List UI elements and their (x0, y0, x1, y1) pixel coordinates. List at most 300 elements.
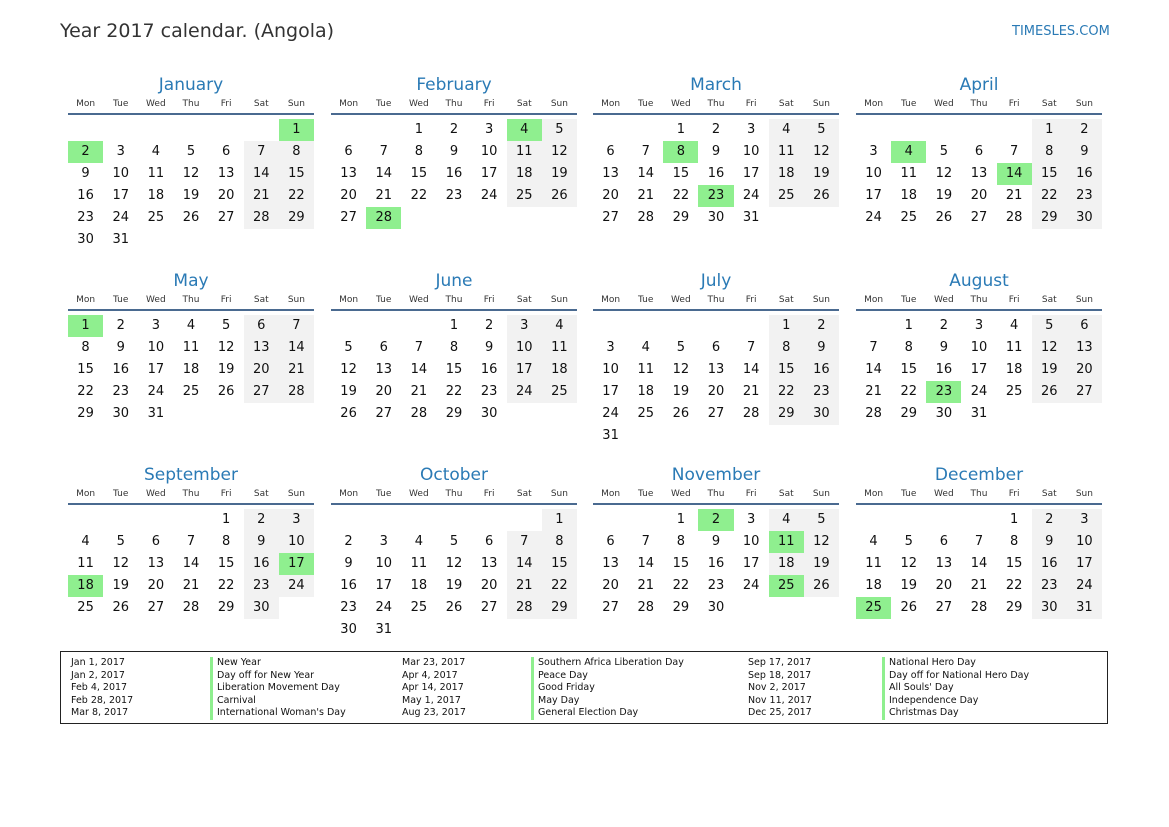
day-cell: 24 (507, 381, 542, 403)
day-cell: 3 (151, 318, 160, 333)
day-cell: 6 (344, 144, 353, 159)
day-cell: 15 (445, 362, 463, 377)
day-cell: 20 (602, 578, 619, 593)
day-cell: 6 (151, 534, 160, 549)
day-cell: 9 (449, 144, 459, 159)
day-cell: 30 (77, 232, 94, 247)
day-cell: 20 (147, 578, 165, 593)
empty-cell (436, 509, 471, 531)
day-cell: 8 (769, 337, 804, 359)
day-cell: 5 (116, 534, 125, 549)
weekday-label: Sat (253, 295, 269, 305)
day-cell: 31 (147, 406, 165, 421)
day-cell: 27 (375, 406, 392, 421)
day-cell: 23 (445, 188, 463, 203)
weekday-label: Tue (638, 295, 654, 305)
day-cell: 29 (77, 406, 94, 421)
day-cell: 8 (904, 340, 913, 355)
day-cell: 22 (769, 381, 804, 403)
day-cell: 5 (186, 144, 196, 159)
day-cell: 10 (602, 362, 619, 377)
weekday-label: Thu (970, 295, 988, 305)
weekday-header (68, 97, 314, 115)
day-cell: 1 (542, 509, 577, 531)
empty-cell (856, 315, 891, 337)
day-cell: 2 (804, 315, 839, 337)
day-cell: 4 (869, 534, 878, 549)
empty-cell (138, 509, 173, 531)
day-cell: 5 (804, 509, 839, 531)
day-cell: 7 (279, 315, 314, 337)
day-cell: 6 (606, 144, 615, 159)
day-cell: 20 (970, 188, 988, 203)
day-cell: 20 (375, 384, 392, 399)
legend-holiday-name: Christmas Day (882, 707, 959, 720)
month-name: July (700, 271, 732, 291)
month-may (68, 269, 314, 425)
day-cell: 2 (244, 509, 279, 531)
day-cell: 7 (869, 340, 878, 355)
day-cell: 29 (542, 597, 577, 619)
day-cell: 18 (147, 188, 165, 203)
day-cell: 22 (77, 384, 94, 399)
legend-entry (402, 707, 732, 720)
weekday-label: Fri (220, 489, 232, 499)
day-cell: 25 (637, 406, 654, 421)
day-cell: 10 (742, 534, 760, 549)
holiday-day-cell: 2 (698, 509, 733, 531)
weekday-label: Fri (483, 295, 495, 305)
day-cell: 27 (147, 600, 165, 615)
empty-cell (961, 509, 996, 531)
weekday-label: Sun (1075, 295, 1093, 305)
holiday-day-cell: 11 (769, 531, 804, 553)
legend-date: Apr 4, 2017 (402, 669, 458, 681)
day-grid (593, 509, 839, 619)
day-cell: 27 (970, 210, 988, 225)
day-cell: 21 (244, 185, 279, 207)
month-name: August (949, 271, 1009, 291)
weekday-label: Tue (638, 489, 654, 499)
weekday-header (856, 97, 1102, 115)
day-cell: 17 (1067, 553, 1102, 575)
day-cell: 25 (507, 185, 542, 207)
day-cell: 1 (449, 318, 459, 333)
day-cell: 28 (1005, 210, 1023, 225)
day-cell: 3 (507, 315, 542, 337)
legend-holiday-name: New Year (210, 657, 261, 670)
weekday-label: Fri (220, 99, 232, 109)
day-cell: 31 (375, 622, 392, 637)
day-cell: 30 (1067, 207, 1102, 229)
weekday-label: Mon (76, 295, 96, 305)
day-grid (68, 315, 314, 425)
month-august (856, 269, 1102, 425)
day-cell: 17 (112, 188, 129, 203)
day-cell: 19 (672, 384, 690, 399)
legend-date: Jan 2, 2017 (71, 669, 125, 681)
weekday-label: Wed (934, 99, 954, 109)
weekday-label: Thu (445, 99, 463, 109)
day-cell: 16 (804, 359, 839, 381)
day-cell: 27 (244, 381, 279, 403)
day-cell: 12 (340, 362, 357, 377)
day-cell: 26 (542, 185, 577, 207)
empty-cell (366, 315, 401, 337)
weekday-label: Fri (745, 99, 757, 109)
day-cell: 25 (147, 210, 165, 225)
holiday-day-cell: 28 (366, 207, 401, 229)
day-cell: 28 (637, 210, 654, 225)
day-cell: 1 (769, 315, 804, 337)
weekday-label: Mon (601, 295, 621, 305)
day-cell: 15 (410, 166, 428, 181)
weekday-label: Wed (409, 489, 429, 499)
empty-cell (926, 509, 961, 531)
day-cell: 9 (344, 556, 353, 571)
day-cell: 20 (244, 359, 279, 381)
day-cell: 5 (804, 119, 839, 141)
legend-holiday-name: International Woman's Day (210, 707, 346, 720)
day-cell: 13 (707, 362, 725, 377)
weekday-label: Thu (182, 295, 200, 305)
legend-entry (402, 670, 732, 683)
day-cell: 7 (379, 144, 388, 159)
day-cell: 19 (1032, 359, 1067, 381)
day-cell: 20 (217, 188, 235, 203)
day-cell: 17 (602, 384, 619, 399)
weekday-label: Wed (409, 295, 429, 305)
day-cell: 27 (217, 210, 235, 225)
weekday-label: Mon (76, 99, 96, 109)
legend-entry (748, 695, 1078, 708)
day-cell: 3 (116, 144, 125, 159)
day-cell: 23 (1032, 575, 1067, 597)
day-cell: 7 (641, 534, 650, 549)
legend-holiday-name: Liberation Movement Day (210, 682, 340, 695)
holiday-legend (60, 651, 1108, 724)
holiday-day-cell: 4 (891, 141, 926, 163)
month-september (68, 463, 314, 619)
day-cell: 29 (1005, 600, 1023, 615)
day-cell: 18 (542, 359, 577, 381)
day-grid (68, 119, 314, 251)
weekday-label: Fri (483, 99, 495, 109)
weekday-label: Fri (1008, 99, 1020, 109)
weekday-label: Sat (516, 99, 532, 109)
day-cell: 11 (507, 141, 542, 163)
day-cell: 4 (186, 318, 196, 333)
day-grid (856, 509, 1102, 619)
weekday-label: Wed (934, 489, 954, 499)
month-name: November (671, 465, 761, 485)
day-cell: 12 (445, 556, 463, 571)
weekday-label: Sun (287, 295, 305, 305)
day-cell: 5 (542, 119, 577, 141)
day-cell: 13 (244, 337, 279, 359)
legend-date: Aug 23, 2017 (402, 707, 466, 718)
weekday-label: Sun (550, 99, 568, 109)
day-cell: 18 (769, 163, 804, 185)
empty-cell (856, 509, 891, 531)
day-cell: 6 (606, 534, 615, 549)
empty-cell (856, 119, 891, 141)
weekday-label: Thu (707, 489, 725, 499)
day-cell: 22 (672, 578, 690, 593)
holiday-day-cell: 2 (68, 141, 103, 163)
day-cell: 23 (480, 384, 498, 399)
weekday-label: Wed (671, 99, 691, 109)
day-cell: 26 (900, 600, 917, 615)
day-cell: 7 (974, 534, 984, 549)
month-name: May (173, 271, 209, 291)
weekday-label: Sun (550, 489, 568, 499)
weekday-label: Thu (970, 489, 988, 499)
day-cell: 15 (769, 359, 804, 381)
weekday-label: Sun (812, 489, 830, 499)
empty-cell (173, 509, 208, 531)
day-cell: 2 (711, 122, 721, 137)
day-cell: 13 (217, 166, 235, 181)
month-november (593, 463, 839, 619)
holiday-day-cell: 18 (68, 575, 103, 597)
weekday-header (593, 293, 839, 311)
day-cell: 29 (1032, 207, 1067, 229)
day-cell: 15 (900, 362, 917, 377)
legend-entry (71, 707, 401, 720)
day-cell: 18 (769, 553, 804, 575)
month-name: April (959, 75, 999, 95)
day-cell: 25 (77, 600, 94, 615)
day-cell: 18 (865, 578, 882, 593)
weekday-label: Fri (745, 489, 757, 499)
legend-date: Feb 28, 2017 (71, 694, 134, 706)
holiday-day-cell: 1 (279, 119, 314, 141)
empty-cell (138, 119, 173, 141)
day-cell: 12 (542, 141, 577, 163)
day-cell: 24 (742, 578, 760, 593)
legend-date: Nov 2, 2017 (748, 682, 806, 693)
day-cell: 22 (672, 188, 690, 203)
month-name: March (690, 75, 742, 95)
legend-holiday-name: Day off for New Year (210, 670, 314, 683)
day-cell: 9 (1032, 531, 1067, 553)
month-name: June (435, 271, 473, 291)
day-cell: 2 (449, 122, 459, 137)
month-october (331, 463, 577, 641)
legend-entry (402, 657, 732, 670)
day-cell: 26 (112, 600, 129, 615)
legend-date: Nov 11, 2017 (748, 694, 812, 706)
day-cell: 11 (542, 337, 577, 359)
day-cell: 22 (542, 575, 577, 597)
weekday-label: Sat (1041, 489, 1057, 499)
day-cell: 20 (707, 384, 725, 399)
legend-entry (71, 670, 401, 683)
weekday-header (331, 97, 577, 115)
day-grid (593, 119, 839, 229)
legend-holiday-name: May Day (531, 695, 579, 708)
day-cell: 10 (279, 531, 314, 553)
day-cell: 24 (279, 575, 314, 597)
day-cell: 17 (742, 166, 760, 181)
day-cell: 18 (1005, 362, 1023, 377)
holiday-day-cell: 25 (856, 597, 891, 619)
day-cell: 23 (1067, 185, 1102, 207)
day-cell: 10 (1067, 531, 1102, 553)
day-cell: 17 (865, 188, 882, 203)
day-cell: 22 (1005, 578, 1023, 593)
day-cell: 12 (935, 166, 953, 181)
weekday-header (68, 487, 314, 505)
day-cell: 6 (1067, 315, 1102, 337)
day-cell: 16 (112, 362, 129, 377)
day-cell: 8 (676, 534, 685, 549)
empty-cell (961, 119, 996, 141)
day-cell: 9 (711, 534, 721, 549)
day-cell: 4 (769, 509, 804, 531)
day-cell: 26 (672, 406, 690, 421)
weekday-label: Mon (339, 99, 359, 109)
holiday-day-cell: 23 (698, 185, 733, 207)
day-cell: 29 (769, 403, 804, 425)
day-cell: 13 (1067, 337, 1102, 359)
day-cell: 24 (480, 188, 498, 203)
month-name: February (416, 75, 492, 95)
day-cell: 1 (1032, 119, 1067, 141)
day-cell: 28 (410, 406, 428, 421)
day-cell: 3 (379, 534, 388, 549)
day-cell: 21 (1005, 188, 1023, 203)
day-cell: 23 (340, 600, 357, 615)
day-cell: 19 (804, 553, 839, 575)
empty-cell (68, 509, 103, 531)
weekday-label: Sun (812, 295, 830, 305)
day-cell: 30 (707, 210, 725, 225)
day-cell: 9 (116, 340, 125, 355)
day-cell: 17 (375, 578, 392, 593)
weekday-label: Fri (220, 295, 232, 305)
day-cell: 31 (970, 406, 988, 421)
weekday-label: Wed (934, 295, 954, 305)
month-january (68, 73, 314, 251)
day-cell: 5 (676, 340, 685, 355)
weekday-label: Thu (445, 489, 463, 499)
weekday-label: Sun (550, 295, 568, 305)
day-cell: 28 (865, 406, 882, 421)
day-cell: 31 (112, 232, 129, 247)
legend-holiday-name: General Election Day (531, 707, 638, 720)
weekday-label: Sat (778, 489, 794, 499)
weekday-label: Mon (339, 489, 359, 499)
day-cell: 11 (77, 556, 94, 571)
day-cell: 12 (804, 531, 839, 553)
site-link[interactable]: TIMESLES.COM (1012, 24, 1110, 39)
weekday-label: Mon (864, 99, 884, 109)
month-april (856, 73, 1102, 229)
day-cell: 15 (542, 553, 577, 575)
day-cell: 26 (935, 210, 953, 225)
day-cell: 19 (217, 362, 235, 377)
day-cell: 13 (602, 166, 619, 181)
weekday-label: Wed (671, 295, 691, 305)
weekday-label: Sat (516, 295, 532, 305)
day-cell: 3 (1067, 509, 1102, 531)
day-cell: 26 (340, 406, 357, 421)
day-cell: 4 (1009, 318, 1019, 333)
month-name: January (158, 75, 224, 95)
day-cell: 2 (344, 534, 353, 549)
holiday-day-cell: 17 (279, 553, 314, 575)
weekday-label: Sat (1041, 295, 1057, 305)
day-grid (856, 119, 1102, 229)
day-cell: 17 (742, 556, 760, 571)
day-cell: 8 (542, 531, 577, 553)
legend-entry (402, 695, 732, 708)
day-cell: 16 (1032, 553, 1067, 575)
day-cell: 2 (939, 318, 948, 333)
weekday-label: Fri (1008, 295, 1020, 305)
weekday-label: Mon (601, 99, 621, 109)
day-cell: 19 (804, 163, 839, 185)
legend-holiday-name: Day off for National Hero Day (882, 670, 1029, 683)
empty-cell (331, 315, 366, 337)
day-cell: 26 (445, 600, 463, 615)
weekday-label: Mon (76, 489, 96, 499)
day-cell: 8 (1032, 141, 1067, 163)
day-cell: 5 (1032, 315, 1067, 337)
day-cell: 4 (641, 340, 650, 355)
day-cell: 7 (641, 144, 650, 159)
empty-cell (997, 119, 1032, 141)
weekday-label: Thu (445, 295, 463, 305)
day-cell: 21 (865, 384, 882, 399)
day-cell: 14 (410, 362, 428, 377)
weekday-label: Sun (1075, 99, 1093, 109)
day-cell: 27 (1067, 381, 1102, 403)
weekday-label: Sun (812, 99, 830, 109)
day-cell: 5 (449, 534, 459, 549)
day-cell: 9 (804, 337, 839, 359)
day-cell: 21 (507, 575, 542, 597)
empty-cell (209, 119, 244, 141)
day-cell: 24 (742, 188, 760, 203)
day-cell: 8 (279, 141, 314, 163)
day-cell: 14 (507, 553, 542, 575)
day-cell: 30 (804, 403, 839, 425)
day-cell: 5 (939, 144, 948, 159)
day-cell: 4 (414, 534, 423, 549)
day-cell: 15 (279, 163, 314, 185)
day-cell: 3 (484, 122, 494, 137)
weekday-label: Mon (601, 489, 621, 499)
day-cell: 5 (344, 340, 353, 355)
day-cell: 5 (904, 534, 913, 549)
day-cell: 12 (900, 556, 917, 571)
weekday-label: Mon (864, 295, 884, 305)
day-cell: 26 (804, 185, 839, 207)
day-cell: 1 (676, 122, 685, 137)
day-cell: 3 (746, 122, 756, 137)
day-cell: 11 (182, 340, 200, 355)
day-cell: 9 (244, 531, 279, 553)
weekday-label: Wed (409, 99, 429, 109)
day-cell: 30 (244, 597, 279, 619)
empty-cell (891, 509, 926, 531)
day-cell: 3 (974, 318, 984, 333)
weekday-label: Thu (707, 295, 725, 305)
day-cell: 11 (1005, 340, 1023, 355)
